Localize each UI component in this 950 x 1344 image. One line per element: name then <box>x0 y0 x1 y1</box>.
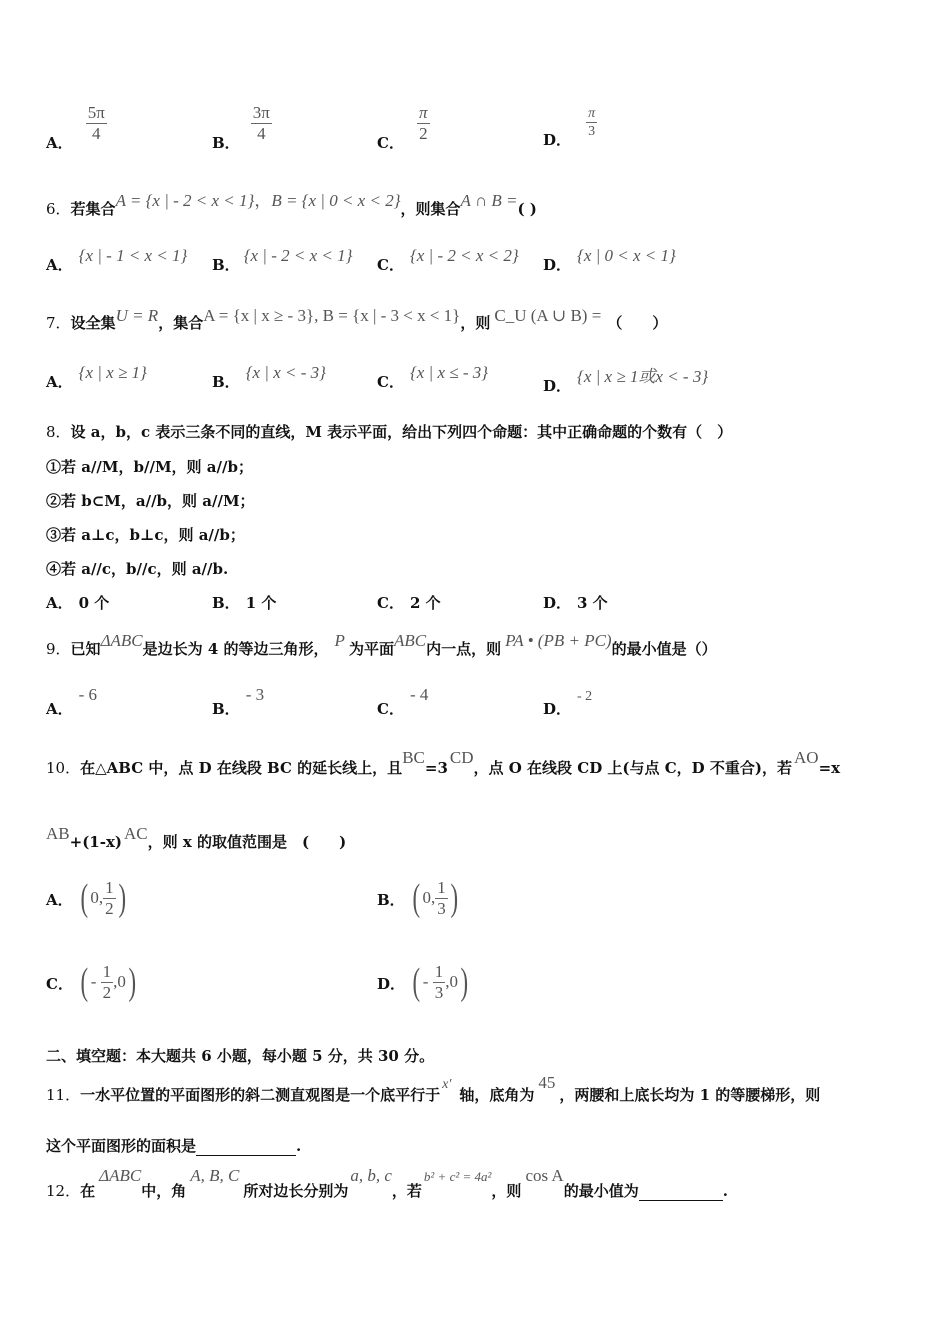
q6-option-a-value: {x | - 1 < x < 1} <box>78 246 188 265</box>
q5-option-c <box>377 103 430 152</box>
q8-option-b-value: 1 个 <box>245 594 277 612</box>
q10-vector-bc: BC <box>402 748 425 767</box>
q9-option-a-label: A． <box>46 700 73 718</box>
q8-option-b-label: B． <box>212 594 240 612</box>
q11-angle: 45 <box>538 1073 556 1092</box>
q10-option-a-left: 0, <box>90 888 104 907</box>
q8-option-c-label: C． <box>377 594 404 612</box>
left-paren-icon: ( <box>412 961 421 1003</box>
q10-option-c-right: ,0 <box>113 972 126 991</box>
right-paren-icon: ) <box>128 961 136 1003</box>
q11-line2-text: 这个平面图形的面积是 <box>46 1137 197 1155</box>
q8-option-a-value: 0 个 <box>78 594 110 612</box>
q10-vector-ac: AC <box>124 824 148 843</box>
q11-stem-line1 <box>46 1072 821 1104</box>
q10-text1: 在△ABC 中，点 D 在线段 BC 的延长线上，且 <box>80 759 403 777</box>
q8-option-b <box>212 592 276 613</box>
q6-stem <box>46 186 537 218</box>
q10-option-d <box>377 960 471 1004</box>
q6-tail: ( ) <box>517 200 537 218</box>
q8-stem <box>46 421 732 442</box>
q8-option-a-label: A． <box>46 594 73 612</box>
q9-option-d <box>543 684 593 718</box>
q10-eqx: =x <box>818 759 841 777</box>
q5-option-a <box>46 103 107 152</box>
q10-mid: +(1-x) <box>69 833 122 851</box>
q12-end: . <box>722 1182 728 1200</box>
q10-eq3: =3 <box>424 759 448 777</box>
q6-text2: ，则集合 <box>400 200 461 218</box>
q10-option-b <box>377 876 460 920</box>
q8-option-a <box>46 592 109 613</box>
q8-option-c <box>377 592 441 613</box>
left-paren-icon: ( <box>412 877 420 919</box>
q12-text4: ，若 <box>391 1182 422 1200</box>
q9-text1: 已知 <box>70 640 101 658</box>
q8-item-1: ①若 a//M，b//M，则 a//b； <box>46 458 253 476</box>
q11-text3: ，两腰和上底长均为 1 的等腰梯形，则 <box>559 1086 821 1104</box>
q12-stem <box>46 1165 728 1200</box>
q9-option-c-value: - 4 <box>409 685 429 704</box>
q5-option-c-value: $\frac{\pi}{2}$ <box>419 103 428 143</box>
q6-option-c-value: {x | - 2 < x < 2} <box>409 246 519 265</box>
q7-text2: ，集合 <box>158 314 204 332</box>
q12-text1: 在 <box>80 1182 96 1200</box>
q10-vector-ao: AO <box>794 748 819 767</box>
q7-text1: 设全集 <box>70 314 116 332</box>
q6-option-d <box>543 245 676 274</box>
q12-angles: A, B, C <box>190 1166 240 1185</box>
q6-expr: A ∩ B = <box>460 191 518 210</box>
q9-option-a-value: - 6 <box>78 685 98 704</box>
q8-option-d <box>543 592 608 613</box>
q5-option-c-label: C． <box>377 134 404 152</box>
q6-option-d-value: {x | 0 < x < 1} <box>577 246 676 265</box>
q9-point-p: P <box>334 631 345 650</box>
q12-text3: 所对边长分别为 <box>243 1182 349 1200</box>
right-paren-icon: ) <box>460 961 469 1003</box>
q9-stem <box>46 630 717 658</box>
q7-stem <box>46 305 668 332</box>
q6-option-b <box>212 245 353 274</box>
q9-text2: 是边长为 4 的等边三角形， <box>142 640 329 658</box>
q11-axis: x′ <box>442 1077 452 1092</box>
q10-option-b-frac: $\frac{1}{3}$ <box>437 877 446 918</box>
q9-option-b-label: B． <box>212 700 240 718</box>
q6-option-b-value: {x | - 2 < x < 1} <box>243 246 353 265</box>
q9-option-a <box>46 684 98 718</box>
q7-option-a-label: A． <box>46 373 73 391</box>
q10-option-b-label: B． <box>377 890 405 909</box>
q12-expr: cos A <box>525 1166 564 1185</box>
q9-option-d-value: - 2 <box>577 689 593 704</box>
q12-text5: ，则 <box>491 1182 522 1200</box>
q7-text3: ，则 <box>460 314 491 332</box>
q10-option-b-left: 0, <box>422 888 436 907</box>
q10-text3: ，则 x 的取值范围是 ( ) <box>147 833 347 851</box>
q5-option-a-value: $\frac{5\pi}{4}$ <box>87 103 105 143</box>
q10-option-d-right: ,0 <box>445 972 458 991</box>
q12-text2: 中，角 <box>141 1182 187 1200</box>
q10-option-d-frac: $\frac{1}{3}$ <box>434 961 444 1002</box>
q11-text1: 一水平位置的平面图形的斜二测直观图是一个底平行于 <box>80 1086 441 1104</box>
q8-option-d-value: 3 个 <box>577 594 608 612</box>
q8-item-3: ③若 a⊥c，b⊥c，则 a//b； <box>46 526 245 544</box>
left-paren-icon: ( <box>80 961 89 1003</box>
q7-option-c-label: C． <box>377 373 404 391</box>
q10-text2: ，点 O 在线段 CD 上(与点 C，D 不重合)，若 <box>473 759 793 777</box>
q12-text6: 的最小值为 <box>563 1182 639 1200</box>
q7-option-a-value: {x | x ≥ 1} <box>78 363 147 382</box>
q10-stem-line1 <box>46 747 841 777</box>
q7-option-d <box>543 362 709 395</box>
q9-text3: 为平面 <box>348 640 394 658</box>
q9-expr: PA • (PB + PC) <box>505 631 612 650</box>
q12-sides: a, b, c <box>350 1166 392 1185</box>
q7-number: 7． <box>46 314 71 332</box>
q7-option-b-label: B． <box>212 373 240 391</box>
q9-text4: 内一点，则 <box>426 640 502 658</box>
q7-option-b-value: {x | x < - 3} <box>245 363 326 382</box>
q9-number: 9． <box>46 640 71 658</box>
q5-option-b-label: B． <box>212 134 240 152</box>
q6-option-c-label: C． <box>377 256 404 274</box>
section-2-heading: 二、填空题：本大题共 6 小题，每小题 5 分，共 30 分。 <box>46 1047 435 1065</box>
q10-option-c <box>46 960 139 1004</box>
q6-option-a <box>46 245 188 274</box>
q7-tail: （ ） <box>607 314 668 332</box>
q6-number: 6． <box>46 200 71 218</box>
q6-text: 若集合 <box>70 200 116 218</box>
q5-option-a-label: A． <box>46 134 73 152</box>
q10-option-a-label: A． <box>46 890 73 909</box>
q10-option-a-frac: $\frac{1}{2}$ <box>105 877 114 918</box>
q6-set-a: A = {x | - 2 < x < 1} <box>115 191 255 210</box>
q5-option-d-value: $\frac{\pi}{3}$ <box>588 106 596 139</box>
q10-vector-ab: AB <box>46 824 70 843</box>
q7-option-c-value: {x | x ≤ - 3} <box>409 363 489 382</box>
q9-option-b-value: - 3 <box>245 685 265 704</box>
q10-vector-cd: CD <box>449 748 474 767</box>
q11-answer-blank[interactable] <box>196 1137 296 1156</box>
q8-option-c-value: 2 个 <box>409 594 441 612</box>
q5-option-b <box>212 103 272 152</box>
q7-option-a <box>46 362 147 391</box>
q10-stem-line2 <box>46 823 347 851</box>
q12-number: 12． <box>46 1182 81 1200</box>
q9-triangle: ΔABC <box>100 631 143 650</box>
right-paren-icon: ) <box>450 877 458 919</box>
q7-sets: A = {x | x ≥ - 3}, B = {x | - 3 < x < 1} <box>203 306 461 325</box>
right-paren-icon: ) <box>118 877 126 919</box>
q8-text: 设 a，b，c 表示三条不同的直线，M 表示平面，给出下列四个命题：其中正确命题的个数有（ ） <box>70 423 733 441</box>
q6-option-b-label: B． <box>212 256 240 274</box>
q8-item-4: ④若 a//c，b//c，则 a//b. <box>46 560 229 578</box>
q7-option-b <box>212 362 326 391</box>
q10-option-a <box>46 876 128 920</box>
q11-end: . <box>296 1137 302 1155</box>
q10-option-d-label: D． <box>377 974 406 993</box>
q8-number: 8． <box>46 423 71 441</box>
q10-option-c-frac: $\frac{1}{2}$ <box>102 961 112 1002</box>
q9-plane: ABC <box>393 631 427 650</box>
q10-option-c-label: C． <box>46 974 73 993</box>
q8-item-2: ②若 b⊂M，a//b，则 a//M； <box>46 492 255 510</box>
q9-text5: 的最小值是（） <box>611 640 717 658</box>
q6-comma: ， <box>254 191 272 210</box>
q5-option-d <box>543 106 597 149</box>
q11-stem-line2 <box>46 1135 301 1156</box>
q7-option-d-label: D． <box>543 377 572 395</box>
q5-option-d-label: D． <box>543 131 572 149</box>
q6-option-d-label: D． <box>543 256 572 274</box>
q6-option-c <box>377 245 519 274</box>
left-paren-icon: ( <box>80 877 88 919</box>
q9-option-d-label: D． <box>543 700 572 718</box>
q9-option-c-label: C． <box>377 700 404 718</box>
q10-option-c-left: - <box>90 972 101 991</box>
q12-condition: b² + c² = 4a² <box>423 1169 492 1184</box>
q11-number: 11． <box>46 1086 81 1104</box>
q7-expr: C_U (A ∪ B) = <box>494 306 602 325</box>
q10-option-d-left: - <box>422 972 433 991</box>
q9-option-c <box>377 684 429 718</box>
q8-option-d-label: D． <box>543 594 572 612</box>
q7-option-d-value: {x | x ≥ 1或x < - 3} <box>577 367 709 386</box>
q6-set-b: B = {x | 0 < x < 2} <box>271 191 401 210</box>
q6-option-a-label: A． <box>46 256 73 274</box>
q11-text2: 轴，底角为 <box>459 1086 535 1104</box>
q7-option-c <box>377 362 489 391</box>
q7-universe: U = R <box>115 306 159 325</box>
q12-answer-blank[interactable] <box>639 1181 723 1201</box>
q9-option-b <box>212 684 265 718</box>
q12-triangle: ΔABC <box>99 1166 142 1185</box>
q5-option-b-value: $\frac{3\pi}{4}$ <box>252 103 270 143</box>
q10-number: 10． <box>46 759 81 777</box>
